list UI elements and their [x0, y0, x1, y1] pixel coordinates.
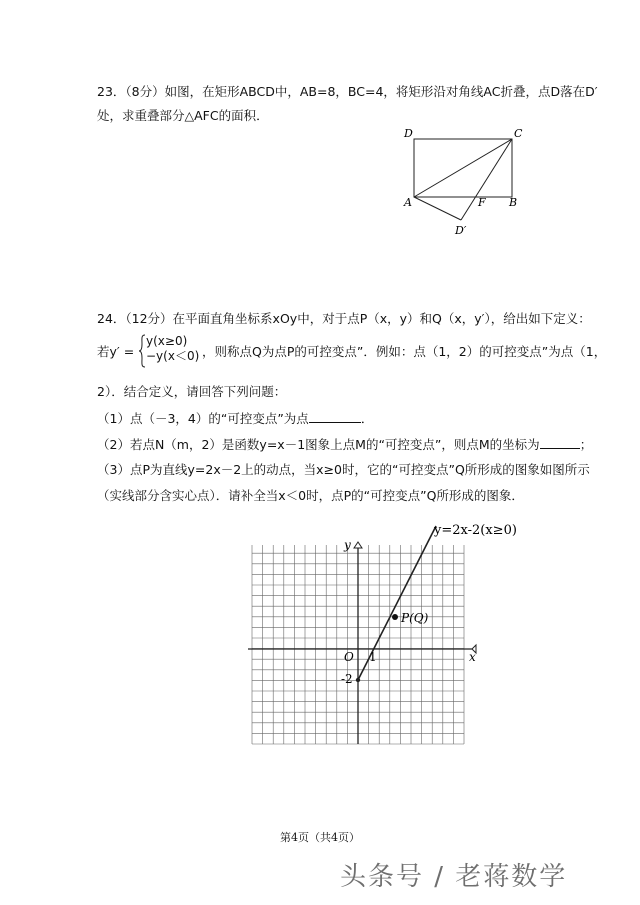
case-1: y(x≥0) [146, 334, 188, 348]
q23-line2: 处，求重叠部分△AFC的面积． [97, 108, 269, 123]
label-b: B [509, 196, 518, 209]
x-axis-label: x [469, 650, 476, 664]
q24-line3: 2）．结合定义，请回答下列问题： [97, 384, 287, 399]
coordinate-grid-figure [240, 515, 520, 755]
part2-end: ； [579, 437, 593, 452]
tick-label-neg2: -2 [341, 672, 353, 686]
tick-label-1: 1 [369, 650, 377, 664]
q23-line1: 23．（8分）如图，在矩形ABCD中，AB=8，BC=4，将矩形沿对角线AC折叠，点D落在D′ [97, 84, 598, 99]
segment-cd-prime [461, 139, 512, 220]
answer-blank-2[interactable] [540, 436, 580, 449]
line-label: y=2x-2(x≥0) [434, 523, 517, 538]
label-a: A [404, 196, 412, 209]
y-axis-arrow-icon [354, 542, 362, 548]
watermark: 头条号 / 老蒋数学 [340, 862, 568, 892]
part1-text: （1）点（－3，4）的“可控变点”为点 [97, 411, 309, 426]
part1-end: ． [360, 411, 374, 426]
y-axis-label: y [344, 538, 351, 552]
label-f: F [478, 196, 486, 209]
label-d-prime: D′ [455, 224, 467, 237]
page-footer: 第4页（共4页） [280, 831, 360, 844]
q24-def-suffix: ，则称点Q为点P的可控变点”．例如：点（1，2）的可控变点”为点（1， [202, 344, 607, 359]
case-2: −y(x＜0) [146, 349, 200, 363]
piecewise-cases [146, 334, 199, 364]
brace-icon [138, 334, 146, 368]
q24-part3-line1: （3）点P为直线y=2x－2上的动点，当x≥0时，它的“可控变点”Q所形成的图象如图所示 [97, 462, 590, 477]
q24-part1 [97, 410, 373, 427]
label-c: C [514, 127, 523, 140]
origin-label: O [344, 650, 354, 664]
point-p-q [392, 614, 398, 620]
segment-ad-prime [414, 197, 461, 220]
part2-text: （2）若点N（m，2）是函数y=x－1图象上点M的“可控变点”，则点M的坐标为 [97, 437, 540, 452]
q24-def-prefix: 若y′ = [97, 344, 135, 359]
rectangle-fold-figure [400, 122, 540, 237]
label-d: D [404, 127, 413, 140]
q24-part2 [97, 436, 592, 453]
answer-blank-1[interactable] [309, 410, 361, 423]
diagonal-ac [414, 139, 512, 197]
point-label: P(Q) [401, 611, 429, 625]
solid-point-start [356, 678, 360, 682]
q24-part3-line2: （实线部分含实心点）．请补全当x＜0时，点P的“可控变点”Q所形成的图象． [97, 488, 524, 503]
q24-line1: 24．（12分）在平面直角坐标系xOy中，对于点P（x，y）和Q（x，y′），给出如下定义： [97, 311, 591, 326]
